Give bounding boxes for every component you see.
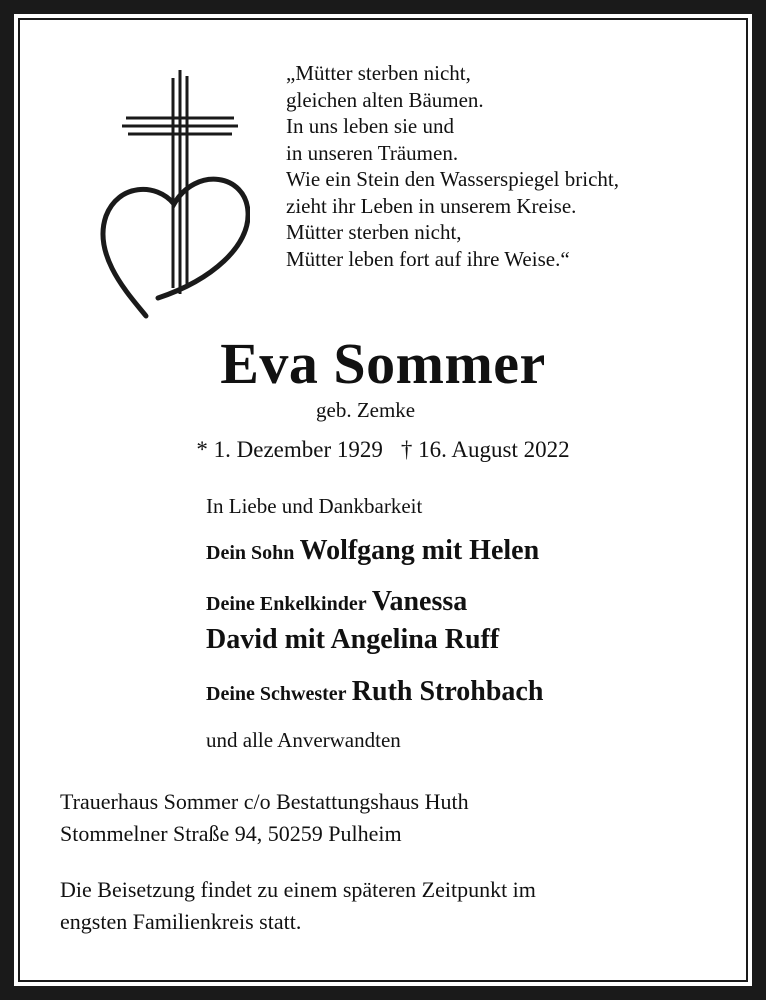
poem-line: zieht ihr Leben in unserem Kreise.	[286, 193, 577, 218]
son-label: Dein Sohn	[206, 542, 295, 564]
poem-line: gleichen alten Bäumen.	[286, 87, 484, 112]
address	[60, 786, 469, 850]
mourner-son	[206, 535, 539, 567]
poem-line: Mütter leben fort auf ihre Weise.“	[286, 246, 570, 271]
address-line: Stommelner Straße 94, 50259 Pulheim	[60, 821, 402, 846]
notice-line: Die Beisetzung findet zu einem späteren Zeitpunkt im	[60, 877, 536, 902]
funeral-notice	[60, 874, 536, 938]
grandchildren-label: Deine Enkelkinder	[206, 593, 367, 615]
address-line: Trauerhaus Sommer c/o Bestattungshaus Huth	[60, 789, 469, 814]
notice-line: engsten Familienkreis statt.	[60, 909, 302, 934]
mourners-intro: In Liebe und Dankbarkeit	[206, 494, 423, 518]
mourner-grandchildren-2	[206, 624, 499, 656]
poem-line: In uns leben sie und	[286, 114, 454, 138]
death-date: † 16. August 2022	[400, 437, 570, 462]
poem-line: Wie ein Stein den Wasserspiegel bricht,	[286, 167, 619, 191]
poem-line: Mütter sterben nicht,	[286, 220, 462, 244]
birth-date: * 1. Dezember 1929	[196, 437, 383, 462]
mourner-grandchildren	[206, 586, 467, 618]
sister-name: Ruth Strohbach	[351, 676, 544, 707]
grandchildren-name: Vanessa	[371, 586, 468, 617]
poem	[286, 60, 619, 272]
grandchildren-name: David mit Angelina Ruff	[206, 624, 500, 655]
poem-line: „Mütter sterben nicht,	[286, 61, 471, 85]
mourner-sister	[206, 676, 543, 708]
life-dates	[0, 437, 766, 463]
cross-heart-icon	[100, 66, 250, 322]
poem-line: in unseren Träumen.	[286, 140, 459, 165]
sister-label: Deine Schwester	[206, 683, 347, 705]
son-names: Wolfgang mit Helen	[299, 535, 540, 566]
deceased-name: Eva Sommer	[220, 331, 546, 396]
birth-name: geb. Zemke	[316, 398, 416, 422]
mourners-closing: und alle Anverwandten	[206, 728, 401, 752]
